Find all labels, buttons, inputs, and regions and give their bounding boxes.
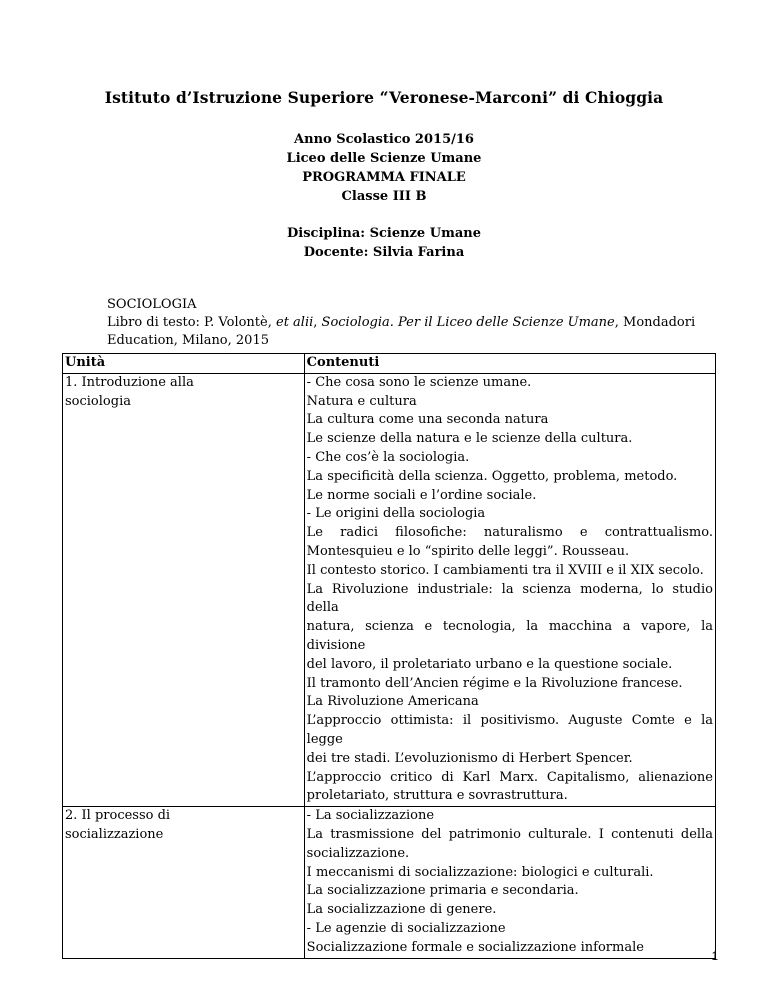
unit-cell (63, 373, 305, 806)
subject-intro (107, 296, 717, 350)
content-line: La socializzazione di genere. (306, 902, 497, 918)
unit-name: 1. Introduzione alla (65, 374, 194, 390)
content-line: La Rivoluzione industriale: la scienza moderna, lo studio della (306, 581, 713, 616)
unit-name: sociologia (65, 393, 131, 409)
discipline-info (0, 224, 768, 262)
textbook-title: Sociologia. Per il Liceo delle Scienze Umane (321, 315, 615, 330)
header-unit: Unità (63, 354, 305, 374)
content-line: natura, scienza e tecnologia, la macchina a vapore, la divisione (306, 619, 713, 653)
table-header-row (63, 354, 716, 374)
table-row (63, 373, 716, 806)
textbook-sep: , (313, 315, 322, 330)
content-line: La trasmissione del patrimonio culturale. I contenuti della (306, 826, 713, 842)
content-line: - La socializzazione (306, 808, 435, 824)
content-line: Il contesto storico. I cambiamenti tra il XVIII e il XIX secolo. (306, 562, 704, 578)
content-line: Le norme sociali e l’ordine sociale. (306, 487, 537, 503)
textbook-prefix: Libro di testo: P. Volontè, (107, 315, 276, 330)
institute-title: Istituto d’Istruzione Superiore “Veronese-Marconi” di Chioggia (104, 88, 664, 107)
table-row (63, 807, 716, 958)
content-line: La socializzazione primaria e secondaria. (306, 883, 579, 899)
content-line: - Le origini della sociologia (306, 506, 486, 522)
textbook-suffix: , Mondadori (614, 315, 696, 330)
content-line: Il tramonto dell’Ancien régime e la Rivoluzione francese. (306, 675, 683, 691)
content-line: L’approccio ottimista: il positivismo. Auguste Comte e la legge (306, 713, 713, 747)
textbook-line (107, 314, 717, 332)
contents-cell (304, 807, 715, 958)
content-line: - Che cos’è la sociologia. (306, 449, 470, 465)
content-line: L’approccio critico di Karl Marx. Capitalismo, alienazione (306, 769, 713, 785)
unit-cell (63, 807, 305, 958)
content-line: Le scienze della natura e le scienze della cultura. (306, 431, 633, 447)
textbook-publisher: Education, Milano, 2015 (107, 333, 269, 348)
page-number: 1 (711, 951, 718, 963)
class-label: Classe III B (341, 189, 427, 204)
content-line: La cultura come una seconda natura (306, 412, 549, 428)
header-contents: Contenuti (304, 354, 715, 374)
content-line: Natura e cultura (306, 393, 417, 409)
school-year: Anno Scolastico 2015/16 (294, 132, 474, 147)
content-line: - Le agenzie di socializzazione (306, 920, 506, 936)
discipline-label: Disciplina: Scienze Umane (287, 226, 481, 241)
program-table (62, 353, 716, 959)
content-line: socializzazione. (306, 845, 410, 861)
content-line: La Rivoluzione Americana (306, 694, 479, 710)
content-line: Le radici filosofiche: naturalismo e contrattualismo. (306, 525, 713, 541)
content-line: Montesquieu e lo “spirito delle leggi”. Rousseau. (306, 543, 630, 559)
textbook-etalii: et alii (276, 315, 314, 330)
unit-name: 2. Il processo di (65, 808, 171, 824)
subject-heading: SOCIOLOGIA (107, 297, 197, 312)
content-line: dei tre stadi. L’evoluzionismo di Herbert Spencer. (306, 750, 633, 766)
school-type: Liceo delle Scienze Umane (286, 151, 482, 166)
unit-name: socializzazione (65, 826, 164, 842)
content-line: La specificità della scienza. Oggetto, problema, metodo. (306, 468, 678, 484)
content-line: Socializzazione formale e socializzazione informale (306, 939, 644, 955)
program-title: PROGRAMMA FINALE (302, 170, 466, 185)
contents-cell (304, 373, 715, 806)
content-line: - Che cosa sono le scienze umane. (306, 374, 532, 390)
content-line: del lavoro, il proletariato urbano e la questione sociale. (306, 656, 673, 672)
content-line: proletariato, struttura e sovrastruttura. (306, 788, 568, 804)
teacher-label: Docente: Silvia Farina (303, 245, 465, 260)
header-info (0, 130, 768, 206)
content-line: I meccanismi di socializzazione: biologici e culturali. (306, 864, 654, 880)
